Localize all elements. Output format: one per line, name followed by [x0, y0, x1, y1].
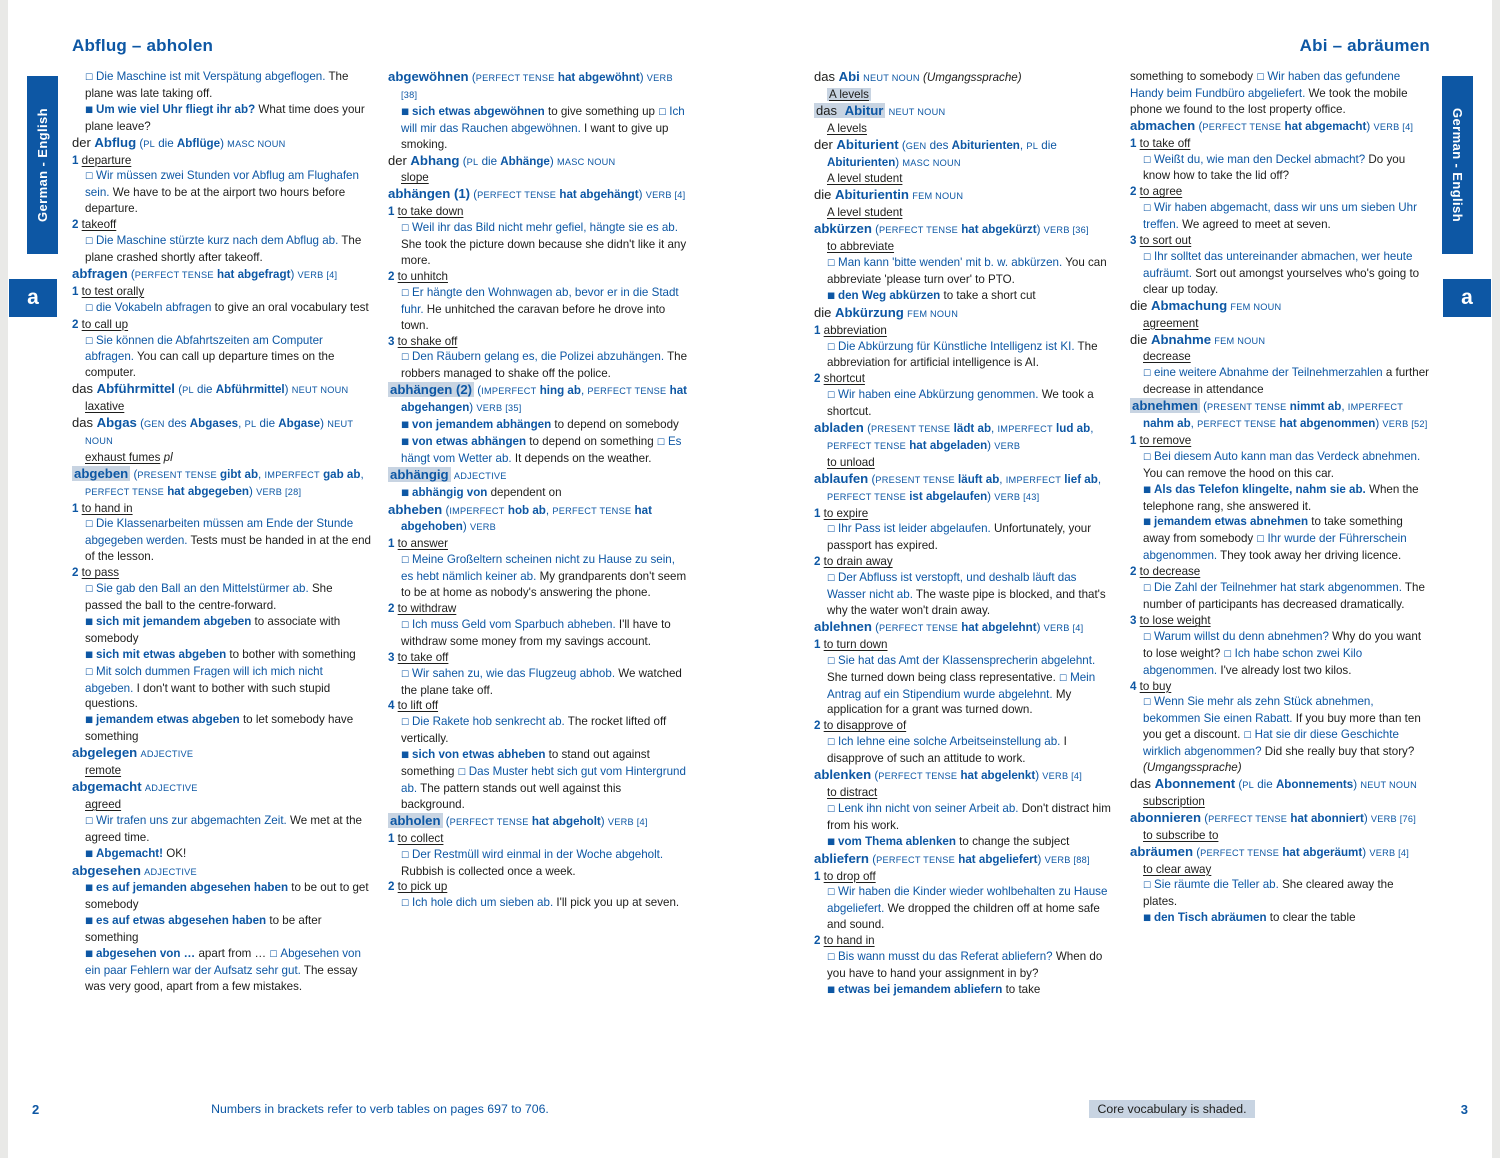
example-marker-icon: □	[401, 555, 410, 566]
entry-line: □ Warum willst du denn abnehmen? Why do you want to lose weight? □ Ich habe schon zwei Kilo abgenommen. I've already lost two kilos.	[1143, 629, 1422, 677]
entry-line: ■ sich mit etwas abgeben to bother with something □ Mit solch dummen Fragen will ich mich nicht abgeben. I don't want to bother with such stupid questions.	[85, 647, 356, 711]
idiom-marker-icon: ■	[827, 836, 836, 847]
headword-line: die Abiturientin FEM NOUN	[814, 187, 964, 203]
sense-line: 1 to drop off	[814, 869, 876, 883]
sense-line: 2 to hand in	[814, 934, 875, 948]
example-marker-icon: □	[656, 436, 665, 447]
headword-line: das Abitur NEUT NOUN	[816, 102, 946, 118]
example-marker-icon: □	[827, 524, 836, 535]
sense-line: 1 to remove	[1130, 433, 1192, 447]
entry-line: ■ Um wie viel Uhr fliegt ihr ab? What time does your plane leave?	[85, 102, 365, 133]
example-marker-icon: □	[827, 737, 836, 748]
right-column-2	[1130, 69, 1430, 1101]
idiom-marker-icon: ■	[401, 750, 410, 761]
entry-line: ■ den Tisch abräumen to clear the table	[1143, 911, 1356, 925]
entry-line: □ Den Räubern gelang es, die Polizei abzuhängen. The robbers managed to shake off the police.	[401, 350, 688, 381]
headword-line: abliefern (PERFECT TENSE hat abgeliefert) VERB [88]	[814, 850, 1090, 866]
example-marker-icon: □	[827, 655, 836, 666]
entry-line: ■ abgesehen von … apart from … □ Abgesehen von ein paar Fehlern war der Aufsatz sehr gut. The essay was very good, apart from a few mistakes.	[85, 947, 361, 993]
sense-line: 1 to turn down	[814, 637, 888, 651]
headword-line: abnehmen (PRESENT TENSE nimmt ab, IMPERFECT nahm ab, PERFECT TENSE hat abgenommen) VERB [52]	[1132, 398, 1428, 431]
example-marker-icon: □	[401, 619, 410, 630]
example-marker-icon: □	[85, 236, 94, 247]
sense-line: 2 to call up	[72, 317, 129, 331]
entry-line: slope	[401, 171, 429, 185]
idiom-marker-icon: ■	[85, 104, 94, 115]
verb-tables-note: Numbers in brackets refer to verb tables on pages 697 to 706.	[211, 1102, 549, 1116]
headword-line: die Abkürzung FEM NOUN	[814, 304, 959, 320]
idiom-marker-icon: ■	[827, 290, 836, 301]
example-marker-icon: □	[827, 952, 836, 963]
example-marker-icon: □	[827, 887, 836, 898]
core-vocabulary-note-wrap	[864, 1102, 1480, 1116]
idiom-marker-icon: ■	[401, 420, 410, 431]
example-marker-icon: □	[1143, 251, 1152, 262]
sense-line: 2 to unhitch	[388, 269, 448, 283]
sense-line: 4 to buy	[1130, 679, 1172, 693]
example-marker-icon: □	[827, 341, 836, 352]
headword-line: die Abnahme FEM NOUN	[1130, 331, 1266, 347]
entry-line: exhaust fumes pl	[85, 450, 173, 464]
entry-line: □ Wenn Sie mehr als zehn Stück abnehmen, bekommen Sie einen Rabatt. If you buy more than ten you get a discount. □ Hat sie dir diese Geschichte wirklich abgenommen? Did she really buy that story? (Umgangssprache)	[1143, 695, 1421, 775]
sense-line: 2 to agree	[1130, 185, 1183, 199]
example-marker-icon: □	[85, 815, 94, 826]
right-letter-tab-a[interactable]	[1443, 279, 1491, 317]
entry-line: A level student	[827, 172, 903, 186]
entry-line: □ Lenk ihn nicht von seiner Arbeit ab. Don't distract him from his work.	[827, 801, 1111, 832]
entry-line: ■ von jemandem abhängen to depend on somebody	[401, 418, 679, 432]
headword-line: abräumen (PERFECT TENSE hat abgeräumt) VERB [4]	[1130, 843, 1410, 859]
entry-line: A level student	[827, 206, 903, 220]
entry-line: ■ Abgemacht! OK!	[85, 846, 187, 860]
idiom-marker-icon: ■	[401, 487, 410, 498]
entry-line: □ Ich muss Geld vom Sparbuch abheben. I'll have to withdraw some money from my savings account.	[401, 617, 671, 648]
idiom-marker-icon: ■	[85, 883, 94, 894]
entry-line: ■ es auf etwas abgesehen haben to be after something	[85, 914, 322, 945]
entry-line: ■ sich mit jemandem abgeben to associate with somebody	[85, 614, 341, 645]
entry-line: ■ jemandem etwas abgeben to let somebody have something	[85, 713, 354, 744]
entry-line: □ Wir müssen zwei Stunden vor Abflug am Flughafen sein. We have to be at the airport two hours before departure.	[85, 169, 359, 216]
sense-line: 1 to expire	[814, 506, 869, 520]
example-marker-icon: □	[457, 767, 466, 778]
example-marker-icon: □	[85, 519, 94, 530]
entry-line: □ Sie hat das Amt der Klassensprecherin abgelehnt. She turned down being class representative. □ Mein Antrag auf ein Stipendium wurde abgelehnt. My application for a grant was turned down.	[827, 653, 1096, 717]
entry-line: □ Meine Großeltern scheinen nicht zu Hause zu sein, es hebt nämlich keiner ab. My grandparents don't seem to be at home as nobody's answering the phone.	[401, 553, 687, 600]
idiom-marker-icon: ■	[85, 616, 94, 627]
example-marker-icon: □	[401, 352, 410, 363]
headword-line: abkürzen (PERFECT TENSE hat abgekürzt) VERB [36]	[814, 221, 1089, 237]
sense-line: 4 to lift off	[388, 699, 439, 713]
headword-line: abfragen (PERFECT TENSE hat abgefragt) VERB [4]	[72, 265, 338, 281]
headword-line: ablenken (PERFECT TENSE hat abgelenkt) VERB [4]	[814, 767, 1083, 783]
entry-line: □ Die Abkürzung für Künstliche Intelligenz ist KI. The abbreviation for artificial intelligence is AI.	[827, 339, 1098, 370]
headword-line: der Abhang (PL die Abhänge) MASC NOUN	[388, 152, 616, 168]
entry-line: □ Der Abfluss ist verstopft, und deshalb läuft das Wasser nicht ab. The waste pipe is blocked, and that's why the water won't drain away.	[827, 571, 1106, 617]
example-marker-icon: □	[401, 898, 410, 909]
sense-line: 2 to withdraw	[388, 602, 457, 615]
headword-line: abheben (IMPERFECT hob ab, PERFECT TENSE hat abgehoben) VERB	[388, 501, 652, 534]
headword-line: abhängen (1) (PERFECT TENSE hat abgehängt) VERB [4]	[388, 186, 686, 202]
example-marker-icon: □	[1223, 648, 1232, 659]
idiom-marker-icon: ■	[85, 848, 94, 859]
entry-line: □ Die Maschine stürzte kurz nach dem Abflug ab. The plane crashed shortly after takeoff.	[85, 234, 362, 264]
entry-line: A levels	[827, 121, 867, 135]
entry-line: A levels	[829, 87, 869, 101]
sense-line: 1 to take off	[1130, 136, 1191, 150]
entry-line: ■ sich von etwas abheben to stand out against something □ Das Muster hebt sich gut vom Hintergrund ab. The pattern stands out well against this background.	[401, 748, 686, 811]
example-marker-icon: □	[1143, 451, 1152, 462]
idiom-marker-icon: ■	[1143, 484, 1152, 495]
sense-line: 2 to decrease	[1130, 565, 1201, 579]
entry-line: □ Man kann 'bitte wenden' mit b. w. abkürzen. You can abbreviate 'please turn over' to PTO.	[827, 255, 1107, 286]
right-language-tab-label: German - English	[1450, 107, 1465, 223]
entry-line: agreement	[1143, 316, 1199, 330]
headword-line: das Abgas (GEN des Abgases, PL die Abgase) NEUT NOUN	[72, 415, 354, 446]
entry-line: □ Wir haben eine Abkürzung genommen. We took a shortcut.	[827, 388, 1094, 419]
sense-line: 3 to sort out	[1130, 234, 1192, 248]
sense-line: 2 to pick up	[388, 880, 448, 894]
entry-line: to distract	[827, 785, 878, 799]
entry-line: □ Sie räumte die Teller ab. She cleared away the plates.	[1143, 878, 1394, 909]
entry-line: □ Weißt du, wie man den Deckel abmacht? Do you know how to take the lid off?	[1143, 152, 1406, 183]
example-marker-icon: □	[1143, 880, 1152, 891]
example-marker-icon: □	[1143, 203, 1152, 214]
sense-line: 1 departure	[72, 153, 132, 167]
sense-line: 2 to drain away	[814, 555, 893, 569]
headword-line: die Abmachung FEM NOUN	[1130, 297, 1282, 313]
example-marker-icon: □	[85, 72, 94, 82]
entry-line: □ Ihr Pass ist leider abgelaufen. Unfortunately, your passport has expired.	[827, 522, 1092, 553]
example-marker-icon: □	[1256, 72, 1265, 82]
sense-line: 1 to collect	[388, 831, 444, 845]
headword-line: abgewöhnen (PERFECT TENSE hat abgewöhnt) VERB [38]	[388, 69, 673, 100]
entry-line: □ Wir sahen zu, wie das Flugzeug abhob. We watched the plane take off.	[401, 666, 682, 697]
example-marker-icon: □	[1143, 368, 1152, 379]
example-marker-icon: □	[827, 257, 836, 268]
example-marker-icon: □	[1243, 730, 1252, 741]
left-page-columns	[72, 69, 688, 1101]
left-column-2	[388, 69, 688, 1101]
headword-line: abholen (PERFECT TENSE hat abgeholt) VERB [4]	[390, 812, 648, 828]
sense-line: 2 to pass	[72, 566, 120, 580]
entry-line: □ die Vokabeln abfragen to give an oral vocabulary test	[85, 300, 369, 314]
example-marker-icon: □	[1143, 583, 1152, 594]
example-marker-icon: □	[1143, 154, 1152, 165]
headword-line: abladen (PRESENT TENSE lädt ab, IMPERFECT lud ab, PERFECT TENSE hat abgeladen) VERB	[814, 420, 1094, 452]
entry-line: □ Weil ihr das Bild nicht mehr gefiel, hängte sie es ab. She took the picture down because she didn't like it any more.	[401, 221, 687, 267]
example-marker-icon: □	[1256, 534, 1265, 545]
right-page-header: Abi – abräumen	[1299, 36, 1430, 55]
headword-line: das Abonnement (PL die Abonnements) NEUT NOUN	[1130, 775, 1418, 791]
example-marker-icon: □	[658, 106, 667, 117]
headword-line: der Abflug (PL die Abflüge) MASC NOUN	[72, 134, 286, 150]
right-column-1	[814, 69, 1114, 1101]
example-marker-icon: □	[401, 849, 410, 860]
entry-line: decrease	[1143, 350, 1191, 364]
headword-line: abonnieren (PERFECT TENSE hat abonniert) VERB [76]	[1130, 809, 1417, 825]
idiom-marker-icon: ■	[85, 916, 94, 927]
entry-line: □ Die Rakete hob senkrecht ab. The rocket lifted off vertically.	[401, 715, 667, 746]
example-marker-icon: □	[827, 803, 836, 814]
right-language-tab	[1442, 76, 1473, 254]
sense-line: 2 to disapprove of	[814, 719, 907, 733]
sense-line: 2 shortcut	[814, 372, 865, 386]
entry-line: □ Der Restmüll wird einmal in der Woche abgeholt. Rubbish is collected once a week.	[401, 847, 664, 878]
example-marker-icon: □	[85, 171, 94, 182]
entry-line: □ Ich hole dich um sieben ab. I'll pick you up at seven.	[401, 896, 680, 910]
footer	[0, 1102, 1500, 1128]
idiom-marker-icon: ■	[827, 984, 836, 995]
entry-line: ■ sich etwas abgewöhnen to give something up □ Ich will mir das Rauchen abgewöhnen. I want to give up smoking.	[401, 104, 685, 151]
entry-line: ■ jemandem etwas abnehmen to take something away from somebody □ Ihr wurde der Führerschein abgenommen. They took away her driving licence.	[1143, 515, 1407, 563]
core-vocabulary-note: Core vocabulary is shaded.	[1089, 1100, 1254, 1118]
entry-line: ■ von etwas abhängen to depend on something □ Es hängt vom Wetter ab. It depends on the weather.	[401, 434, 682, 465]
entry-line: □ Ich lehne eine solche Arbeitseinstellung ab. I disapprove of such an attitude to work.	[827, 735, 1067, 766]
entry-line: □ Sie gab den Ball an den Mittelstürmer ab. She passed the ball to the centre-forward.	[85, 582, 333, 612]
entry-continuation-line: something to somebody □ Wir haben das gefundene Handy beim Fundbüro abgeliefert. We took the mobile phone we found to the lost property office.	[1130, 70, 1408, 116]
entry-line: □ eine weitere Abnahme der Teilnehmerzahlen a further decrease in attendance	[1143, 366, 1430, 397]
example-marker-icon: □	[85, 666, 94, 677]
entry-line: agreed	[85, 797, 122, 811]
idiom-marker-icon: ■	[85, 715, 94, 726]
entry-line: laxative	[85, 400, 125, 414]
headword-line: abgesehen ADJECTIVE	[72, 862, 197, 878]
example-marker-icon: □	[827, 390, 836, 401]
page-left	[0, 0, 750, 1101]
headword-line: abmachen (PERFECT TENSE hat abgemacht) VERB [4]	[1130, 117, 1414, 133]
entry-line: □ Die Klassenarbeiten müssen am Ende der Stunde abgegeben werden. Tests must be handed in at the end of the lesson.	[85, 517, 371, 564]
entry-line: ■ vom Thema ablenken to change the subject	[827, 834, 1070, 848]
page-right	[750, 0, 1500, 1101]
entry-line: to subscribe to	[1143, 828, 1219, 842]
entry-line: to unload	[827, 455, 875, 469]
entry-line: □ Er hängte den Wohnwagen ab, bevor er in die Stadt fuhr. He unhitched the caravan before he drove into town.	[401, 285, 679, 332]
idiom-marker-icon: ■	[401, 106, 410, 117]
entry-line: to abbreviate	[827, 240, 895, 254]
entry-line: ■ abhängig von dependent on	[401, 485, 562, 499]
headword-line: abgemacht ADJECTIVE	[72, 778, 198, 794]
entry-line: □ Wir haben die Kinder wieder wohlbehalten zu Hause abgeliefert. We dropped the children off at home safe and sound.	[827, 885, 1108, 932]
entry-line: □ Die Zahl der Teilnehmer hat stark abgenommen. The number of participants has decreased dramatically.	[1143, 581, 1425, 611]
idiom-marker-icon: ■	[1143, 517, 1152, 528]
sense-line: 3 to shake off	[388, 334, 458, 348]
example-marker-icon: □	[827, 573, 836, 584]
headword-line: abgeben (PRESENT TENSE gibt ab, IMPERFECT gab ab, PERFECT TENSE hat abgegeben) VERB [28]	[74, 465, 364, 498]
entry-line: subscription	[1143, 794, 1205, 808]
example-marker-icon: □	[269, 949, 278, 960]
example-marker-icon: □	[401, 668, 410, 679]
entry-line: ■ den Weg abkürzen to take a short cut	[827, 288, 1036, 302]
example-marker-icon: □	[401, 223, 410, 234]
example-marker-icon: □	[85, 302, 94, 313]
entry-line: □ Wir haben abgemacht, dass wir uns um sieben Uhr treffen. We agreed to meet at seven.	[1143, 201, 1417, 232]
sense-line: 1 to test orally	[72, 284, 145, 298]
entry-line: ■ es auf jemanden abgesehen haben to be out to get somebody	[85, 881, 369, 912]
right-letter-tab-label: a	[1461, 286, 1473, 309]
entry-line: □ Bei diesem Auto kann man das Verdeck abnehmen. You can remove the hood on this car.	[1143, 449, 1421, 480]
entry-line: to clear away	[1143, 862, 1212, 876]
sense-line: 1 to take down	[388, 205, 464, 219]
headword-line: der Abiturient (GEN des Abiturienten, PL die Abiturienten) MASC NOUN	[814, 136, 1057, 169]
example-marker-icon: □	[1059, 672, 1068, 683]
idiom-marker-icon: ■	[85, 649, 94, 660]
example-marker-icon: □	[401, 287, 410, 298]
entry-line: □ Sie können die Abfahrtszeiten am Computer abfragen. You can call up departure times on the computer.	[85, 333, 335, 380]
left-page-number: 2	[32, 1102, 40, 1117]
right-page-number: 3	[1460, 1102, 1468, 1117]
headword-line: ablehnen (PERFECT TENSE hat abgelehnt) VERB [4]	[814, 618, 1084, 634]
example-marker-icon: □	[1143, 631, 1152, 642]
entry-line: □ Die Maschine ist mit Verspätung abgeflogen. The plane was late taking off.	[85, 70, 349, 100]
right-page-columns	[814, 69, 1430, 1101]
entry-line: □ Bis wann musst du das Referat abliefern? When do you have to hand your assignment in by?	[827, 950, 1103, 980]
sense-line: 3 to take off	[388, 650, 449, 664]
idiom-marker-icon: ■	[85, 949, 94, 960]
headword-line: das Abi NEUT NOUN (Umgangssprache)	[814, 69, 1022, 84]
idiom-marker-icon: ■	[401, 436, 410, 447]
entry-line: ■ Als das Telefon klingelte, nahm sie ab. When the telephone rang, she answered it.	[1143, 482, 1419, 513]
entry-line: □ Ihr solltet das untereinander abmachen, wer heute aufräumt. Sort out amongst yourselves who's going to clear up today.	[1143, 249, 1420, 296]
sense-line: 1 abbreviation	[814, 323, 887, 337]
sense-line: 3 to lose weight	[1130, 613, 1211, 627]
example-marker-icon: □	[401, 717, 410, 728]
idiom-marker-icon: ■	[1143, 913, 1152, 924]
left-language-tab	[27, 76, 58, 254]
left-letter-tab-label: a	[27, 286, 39, 309]
entry-line: remote	[85, 764, 122, 778]
entry-line: □ Wir trafen uns zur abgemachten Zeit. We met at the agreed time.	[85, 813, 362, 844]
sense-line: 2 takeoff	[72, 218, 117, 232]
headword-line: abhängig ADJECTIVE	[390, 466, 507, 482]
headword-line: das Abführmittel (PL die Abführmittel) NEUT NOUN	[72, 381, 349, 397]
left-letter-tab-a[interactable]	[9, 279, 57, 317]
example-marker-icon: □	[85, 584, 94, 595]
headword-line: ablaufen (PRESENT TENSE läuft ab, IMPERFECT lief ab, PERFECT TENSE ist abgelaufen) VERB [43]	[814, 470, 1102, 503]
left-page-header: Abflug – abholen	[72, 36, 214, 55]
sense-line: 1 to answer	[388, 537, 448, 551]
sense-line: 1 to hand in	[72, 501, 133, 515]
left-language-tab-label: German - English	[35, 107, 50, 223]
left-column-1	[72, 69, 372, 1101]
headword-line: abgelegen ADJECTIVE	[72, 745, 194, 761]
headword-line: abhängen (2) (IMPERFECT hing ab, PERFECT TENSE hat abgehangen) VERB [35]	[390, 382, 688, 415]
entry-line: ■ etwas bei jemandem abliefern to take	[827, 982, 1041, 996]
example-marker-icon: □	[1143, 697, 1152, 708]
example-marker-icon: □	[85, 335, 94, 346]
